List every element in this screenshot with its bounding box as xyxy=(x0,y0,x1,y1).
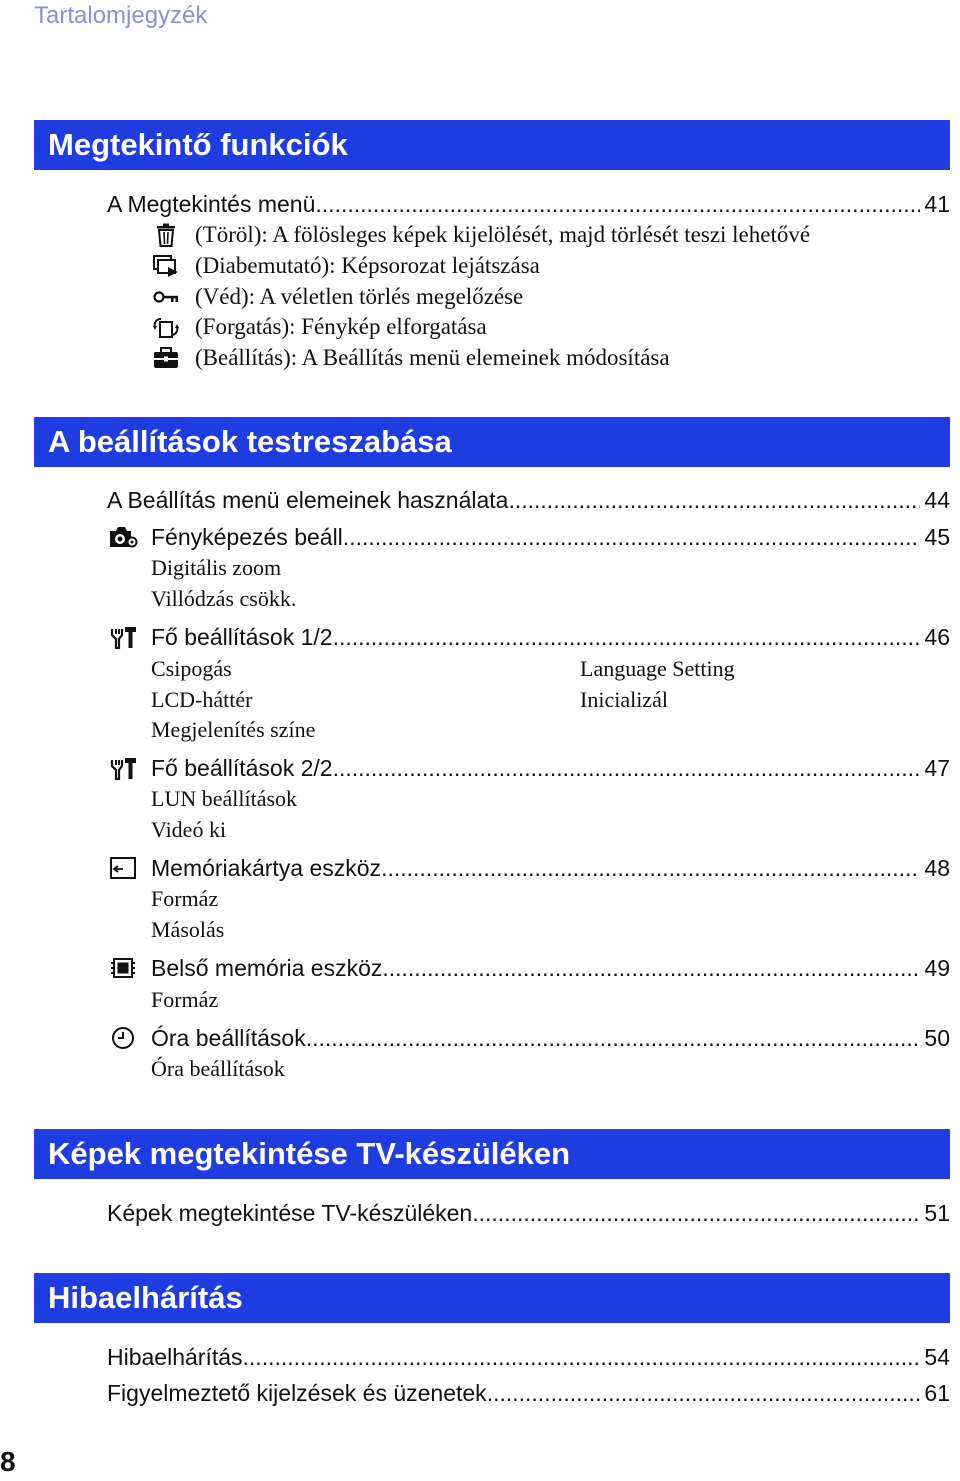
sub-item: Digitális zoom xyxy=(151,555,282,580)
sub-item: Megjelenítés színe xyxy=(151,717,316,742)
toc-entry-main-settings-2[interactable] xyxy=(107,751,950,785)
leader-dots xyxy=(508,487,920,514)
menu-item-setup[interactable] xyxy=(107,341,950,375)
sub-item: Óra beállítások xyxy=(151,1056,285,1081)
toc-entry-camera-settings[interactable] xyxy=(107,520,950,554)
page-header: Tartalomjegyzék xyxy=(34,2,208,29)
leader-dots xyxy=(349,524,920,551)
toc-entry-internal-memory-tool[interactable] xyxy=(107,951,950,985)
toc-page-number: 46 xyxy=(924,623,950,650)
leader-dots xyxy=(315,191,920,218)
leader-dots xyxy=(472,1200,920,1227)
menu-item-text: (Töröl): A fölösleges képek kijelölését, majd törlését teszi lehetővé xyxy=(195,222,811,247)
toc-page-number: 54 xyxy=(924,1343,950,1370)
toc-entry-label: Fő beállítások 2/2 xyxy=(151,754,333,781)
toc-entry-viewing-menu[interactable] xyxy=(107,187,950,221)
sub-item: Videó ki xyxy=(151,817,227,842)
toc-entry-label: Figyelmeztető kijelzések és üzenetek xyxy=(107,1379,487,1406)
sub-item: LCD-háttér xyxy=(151,687,253,712)
toc-entry-label: Belső memória eszköz xyxy=(151,954,383,981)
clock-icon xyxy=(107,1025,139,1051)
internal-memory-icon xyxy=(107,955,139,981)
menu-item-rotate[interactable] xyxy=(107,310,950,344)
toc-entry-clock-settings[interactable] xyxy=(107,1021,950,1055)
camera-settings-icon xyxy=(107,524,139,550)
sub-item: Másolás xyxy=(151,917,225,942)
section-heading-viewing: Megtekintő funkciók xyxy=(34,120,950,170)
sub-item: Villódzás csökk. xyxy=(151,586,297,611)
toc-page-number: 41 xyxy=(924,190,950,217)
memory-card-icon xyxy=(107,855,139,881)
menu-item-protect[interactable] xyxy=(107,280,950,314)
toc-entry-warnings-messages[interactable] xyxy=(107,1376,950,1410)
slideshow-icon xyxy=(151,253,181,279)
sub-item: LUN beállítások xyxy=(151,786,298,811)
toc-entry-label: Memóriakártya eszköz xyxy=(151,854,382,881)
sub-item: Formáz xyxy=(151,886,219,911)
leader-dots xyxy=(381,855,920,882)
rotate-icon xyxy=(151,314,181,340)
leader-dots xyxy=(333,624,921,651)
toc-entry-memory-card-tool[interactable] xyxy=(107,851,950,885)
leader-dots xyxy=(243,1344,921,1371)
toc-entry-setup-menu-use[interactable] xyxy=(107,483,950,517)
leader-dots xyxy=(333,755,921,782)
leader-dots xyxy=(487,1380,921,1407)
toc-page-number: 48 xyxy=(924,854,950,881)
toc-page-number: 49 xyxy=(924,954,950,981)
menu-item-text: (Diabemutató): Képsorozat lejátszása xyxy=(195,253,540,278)
toc-page-number: 50 xyxy=(924,1024,950,1051)
wrench-icon xyxy=(107,755,139,781)
leader-dots xyxy=(382,955,920,982)
section-heading-tv-viewing: Képek megtekintése TV-készüléken xyxy=(34,1129,950,1179)
toc-entry-label: Fényképezés beáll. xyxy=(151,523,350,550)
menu-item-text: (Beállítás): A Beállítás menü elemeinek módosítása xyxy=(195,345,670,370)
trash-icon xyxy=(151,222,181,248)
toolbox-icon xyxy=(151,345,181,371)
toc-page-number: 61 xyxy=(924,1379,950,1406)
toc-entry-label: Óra beállítások xyxy=(151,1024,306,1051)
sub-item: Language Setting xyxy=(580,656,735,681)
page-number: 8 xyxy=(0,1446,16,1477)
toc-entry-tv-viewing[interactable] xyxy=(107,1196,950,1230)
toc-page-number: 45 xyxy=(924,523,950,550)
toc-entry-troubleshooting[interactable] xyxy=(107,1340,950,1374)
toc-entry-main-settings-1[interactable] xyxy=(107,620,950,654)
sub-item: Csipogás xyxy=(151,656,232,681)
menu-item-slideshow[interactable] xyxy=(107,249,950,283)
sub-item: Formáz xyxy=(151,987,219,1012)
toc-entry-label: Fő beállítások 1/2 xyxy=(151,623,333,650)
toc-page-number: 47 xyxy=(924,754,950,781)
toc-entry-label: A Beállítás menü elemeinek használata xyxy=(107,486,509,513)
wrench-icon xyxy=(107,624,139,650)
menu-item-text: (Véd): A véletlen törlés megelőzése xyxy=(195,284,524,309)
section-heading-troubleshooting: Hibaelhárítás xyxy=(34,1273,950,1323)
menu-item-text: (Forgatás): Fénykép elforgatása xyxy=(195,314,487,339)
toc-entry-label: Képek megtekintése TV-készüléken xyxy=(107,1199,473,1226)
leader-dots xyxy=(306,1025,921,1052)
toc-entry-label: A Megtekintés menü xyxy=(107,190,316,217)
toc-page-number: 44 xyxy=(924,486,950,513)
sub-item: Inicializál xyxy=(580,687,668,712)
menu-item-delete[interactable] xyxy=(107,218,950,252)
toc-page-number: 51 xyxy=(924,1199,950,1226)
section-heading-customize: A beállítások testreszabása xyxy=(34,417,950,467)
toc-entry-label: Hibaelhárítás xyxy=(107,1343,243,1370)
key-icon xyxy=(151,284,181,310)
